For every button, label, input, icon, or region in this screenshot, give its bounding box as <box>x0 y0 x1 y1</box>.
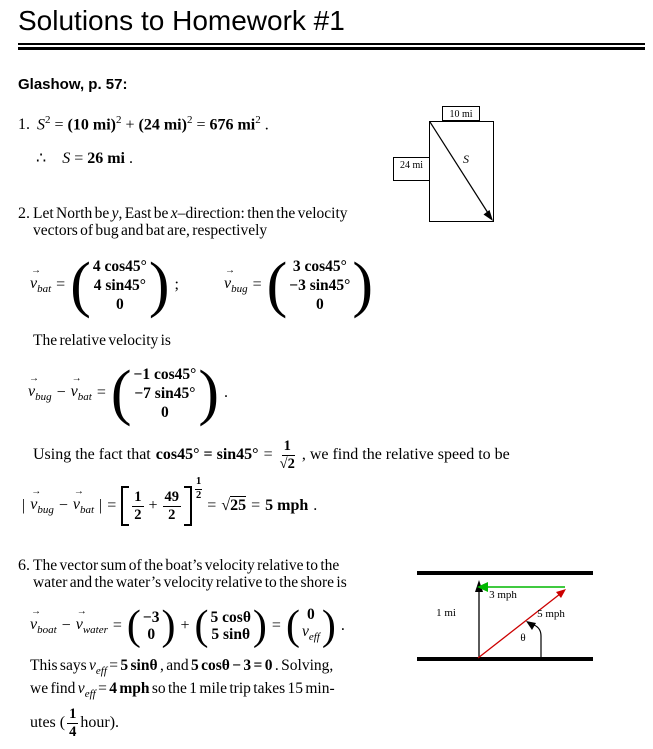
vector-vbat <box>70 372 92 404</box>
problem2-velocity-equations <box>30 251 374 319</box>
right-paren: ) <box>352 251 374 319</box>
right-paren: ) <box>198 359 219 427</box>
relative-velocity-text: The relative velocity is <box>33 332 171 349</box>
exponent: 2 <box>115 114 122 126</box>
divider-thin <box>18 43 645 45</box>
vector-vbug <box>223 264 248 296</box>
angle-leader-head <box>526 621 536 630</box>
relative-velocity-equation <box>28 359 228 427</box>
math-term: 5 sinθ <box>120 657 158 674</box>
left-paren: ( <box>70 251 91 319</box>
abs-bar: | <box>22 497 26 515</box>
vector-arrow-icon: → <box>31 264 41 276</box>
exponent-numerator: 1 <box>195 476 202 490</box>
vector-subscript: boat <box>37 624 57 637</box>
text-line <box>30 706 400 740</box>
math-token: = <box>54 116 64 134</box>
text-fragment: we find <box>30 680 78 698</box>
fraction-denominator: 2 <box>134 506 142 523</box>
math-token: . <box>313 497 318 515</box>
vector-base: v <box>223 274 232 292</box>
math-token: = <box>251 497 261 515</box>
fraction-numerator: 1 <box>134 489 142 505</box>
math-token: = <box>96 384 106 401</box>
problem6-diagram <box>415 566 597 668</box>
radicand: 25 <box>230 497 247 515</box>
fraction-denominator: 2 <box>168 506 176 523</box>
math-var: v <box>89 657 96 674</box>
math-var: S <box>62 150 71 167</box>
fraction-numerator: 49 <box>164 489 180 505</box>
vector-base: v <box>30 496 38 514</box>
vector-arrow-icon: → <box>224 264 235 276</box>
vector-arrow-icon: → <box>29 372 39 384</box>
math-token: = <box>271 617 281 634</box>
text-fragment: , we find the relative speed to be <box>301 446 510 464</box>
matrix-cell: −7 sin45° <box>134 384 196 402</box>
vector-subscript: bug <box>35 391 52 404</box>
math-token: . <box>340 617 345 634</box>
fraction-numerator: 1 <box>283 438 291 454</box>
right-paren: ) <box>148 251 170 319</box>
math-token: − <box>61 617 71 634</box>
matrix-cell: 0 <box>115 295 124 313</box>
math-term: (10 mi) <box>67 116 116 134</box>
math-token: . <box>129 150 133 167</box>
exponent: 2 <box>255 114 261 126</box>
math-term: 26 mi <box>87 150 125 167</box>
matrix-cell: 4 cos45° <box>92 257 147 275</box>
label-5mph: 5 mph <box>537 608 565 620</box>
problem1-equation <box>18 114 269 134</box>
left-paren: ( <box>110 359 132 427</box>
text-fragment: hour). <box>80 714 120 732</box>
fraction-49-2 <box>163 489 182 523</box>
math-term: cos45° = sin45° <box>155 446 259 464</box>
problem1-conclusion <box>36 148 133 168</box>
fraction-denominator: 4 <box>69 723 77 740</box>
exponent-one-half <box>195 476 202 502</box>
matrix-water-velocity <box>127 605 176 647</box>
matrix-cell: 0 <box>147 626 156 643</box>
radicand: 2 <box>287 455 295 472</box>
vector-subscript: bug <box>37 504 54 517</box>
matrix-cell: −3 sin45° <box>289 276 351 294</box>
math-token: = <box>207 497 217 515</box>
matrix-vbat <box>70 251 170 319</box>
bracket-contents <box>129 486 184 526</box>
matrix-cell: 5 cosθ <box>210 609 251 626</box>
vector-arrow-icon: → <box>73 486 84 498</box>
text-line <box>30 657 400 680</box>
right-paren: ) <box>252 603 267 649</box>
math-term: 5 mph <box>265 497 309 515</box>
vector-vbug <box>28 372 52 404</box>
problem6-text <box>18 557 398 591</box>
math-var: v <box>301 622 309 640</box>
divider-thick <box>18 47 645 50</box>
vector-vbug <box>30 486 54 517</box>
text-fragment: Let North be <box>33 205 112 222</box>
math-var: x <box>170 205 178 222</box>
text-fragment: = <box>106 657 121 674</box>
right-paren: ) <box>161 603 176 649</box>
text-fragment: = <box>95 680 110 698</box>
matrix-cell: 4 sin45° <box>93 276 146 294</box>
vector-base: v <box>70 382 78 400</box>
relative-speed-equation <box>22 476 318 528</box>
section-heading: Glashow, p. 57: <box>18 76 128 93</box>
diagonal-arrow-head <box>484 210 494 221</box>
matrix-column <box>132 365 199 422</box>
matrix-cell: 0 <box>307 605 315 623</box>
vector-subscript: eff <box>308 631 320 644</box>
math-token: + <box>148 497 158 515</box>
text-fragment: , and <box>157 657 191 674</box>
vector-vboat <box>30 605 57 637</box>
vector-arrow-icon: → <box>71 372 82 384</box>
text-fragment: , East be <box>118 205 171 222</box>
right-paren: ) <box>321 603 336 649</box>
label-10mi: 10 mi <box>449 109 473 120</box>
matrix-column <box>287 257 352 314</box>
math-token: = <box>252 276 262 293</box>
problem6-paragraph <box>33 557 347 591</box>
boat-arrow-shaft <box>478 594 560 658</box>
vector-subscript: bat <box>77 391 92 404</box>
exponent: 2 <box>186 114 193 126</box>
matrix-column <box>91 257 149 314</box>
vbat-equation <box>30 251 179 319</box>
problem-number: 1. <box>18 116 30 134</box>
exponent-denominator: 2 <box>196 489 202 501</box>
left-paren: ( <box>194 603 209 649</box>
label-s: S <box>463 152 469 166</box>
left-paren: ( <box>126 603 141 649</box>
bracket-expression <box>121 486 192 526</box>
text-line: vectors of bug and bat are, respectively <box>33 222 268 239</box>
vector-base: v <box>30 274 38 292</box>
matrix-vbug <box>266 251 374 319</box>
vector-base: v <box>75 615 83 633</box>
problem-number: 6. <box>18 557 30 574</box>
boat-velocity-equation <box>30 605 345 647</box>
math-term: (24 mi) <box>138 116 187 134</box>
left-paren: ( <box>285 603 300 649</box>
vector-subscript: bat <box>79 504 95 517</box>
matrix-boat-velocity <box>195 605 267 647</box>
problem1-diagram <box>390 100 600 228</box>
math-token: . <box>264 116 269 134</box>
vector-base: v <box>28 382 36 400</box>
matrix-cell: 0 <box>315 295 324 313</box>
math-token: − <box>58 497 68 515</box>
fraction-1-over-sqrt2 <box>278 438 297 472</box>
sqrt-symbol: √ <box>221 497 231 515</box>
text-fragment: Using the fact that <box>33 446 151 464</box>
math-term: 676 mi <box>209 116 256 134</box>
math-var: S <box>37 116 45 134</box>
text-fragment: This says <box>30 657 89 674</box>
therefore-symbol: ∴ <box>36 150 47 167</box>
matrix-column <box>300 606 322 646</box>
solution-paragraph <box>30 657 400 741</box>
vector-arrow-icon: → <box>31 605 41 617</box>
math-token: = <box>263 446 273 464</box>
math-token: = <box>107 497 117 515</box>
text-fragment: so the 1 mile trip takes 15 min- <box>149 680 335 698</box>
text-line <box>30 680 400 703</box>
vector-subscript: bug <box>231 283 248 296</box>
matrix-relative-velocity <box>110 359 219 427</box>
vector-vbat <box>72 486 95 517</box>
math-token: + <box>180 617 190 634</box>
vector-subscript: water <box>82 624 108 637</box>
label-3mph: 3 mph <box>489 589 517 601</box>
left-bracket <box>121 486 129 526</box>
angle-leader-line <box>534 625 541 657</box>
vector-base: v <box>72 496 80 514</box>
text-line: The vector sum of the boat’s velocity relative to the <box>33 557 340 574</box>
matrix-column <box>209 609 253 643</box>
vbug-equation <box>223 251 374 319</box>
sqrt-symbol: √ <box>279 455 288 472</box>
vector-subscript: bat <box>37 283 52 296</box>
matrix-cell: 3 cos45° <box>292 257 347 275</box>
text-line <box>33 205 348 222</box>
matrix-cell: 5 sinθ <box>211 626 251 643</box>
page-title: Solutions to Homework #1 <box>18 5 345 36</box>
problem2-paragraph <box>33 205 348 239</box>
text-fragment: . Solving, <box>272 657 334 674</box>
sqrt-25 <box>221 497 246 515</box>
problem-number: 2. <box>18 205 30 222</box>
fraction-denominator <box>278 456 297 473</box>
matrix-effective-velocity <box>286 605 336 647</box>
vector-vwater <box>75 605 108 637</box>
problem2-text <box>18 205 388 239</box>
math-token: . <box>223 384 228 401</box>
math-token: = <box>112 617 122 634</box>
text-line: water and the water’s velocity relative to the shore is <box>33 574 347 591</box>
diagonal-arrow-shaft <box>430 122 488 213</box>
matrix-cell: 0 <box>161 403 169 421</box>
vector-arrow-icon: → <box>76 605 87 617</box>
label-24mi: 24 mi <box>399 160 424 171</box>
matrix-cell-veff <box>302 623 320 646</box>
fraction-1-4 <box>67 706 78 740</box>
label-1mi: 1 mi <box>436 607 456 619</box>
math-token: = <box>56 276 66 293</box>
math-var: y <box>111 205 119 222</box>
vector-vbat <box>30 264 52 296</box>
right-bracket <box>184 486 192 526</box>
math-term: 4 mph <box>109 680 150 698</box>
label-theta: θ <box>520 632 526 644</box>
vector-subscript: eff <box>95 665 107 678</box>
abs-bar: | <box>99 497 103 515</box>
math-token: ; <box>174 276 179 293</box>
math-term: 5 cosθ − 3 = 0 <box>190 657 273 674</box>
matrix-cell: −1 cos45° <box>133 365 197 383</box>
math-token: = <box>196 116 206 134</box>
fraction-numerator: 1 <box>69 706 77 723</box>
exponent: 2 <box>45 114 51 126</box>
text-fragment: utes ( <box>30 714 66 732</box>
vector-base: v <box>30 615 38 633</box>
using-fact-line <box>33 438 510 472</box>
text-fragment: –direction: then the velocity <box>177 205 348 222</box>
fraction-1-2 <box>132 489 143 523</box>
vector-arrow-icon: → <box>31 486 42 498</box>
math-token: − <box>56 384 66 401</box>
matrix-column <box>141 609 162 643</box>
vector-subscript: eff <box>84 688 96 701</box>
matrix-cell: −3 <box>142 609 160 626</box>
math-token: = <box>74 150 84 167</box>
math-var: v <box>77 680 85 698</box>
left-paren: ( <box>266 251 288 319</box>
math-token: + <box>125 116 135 134</box>
